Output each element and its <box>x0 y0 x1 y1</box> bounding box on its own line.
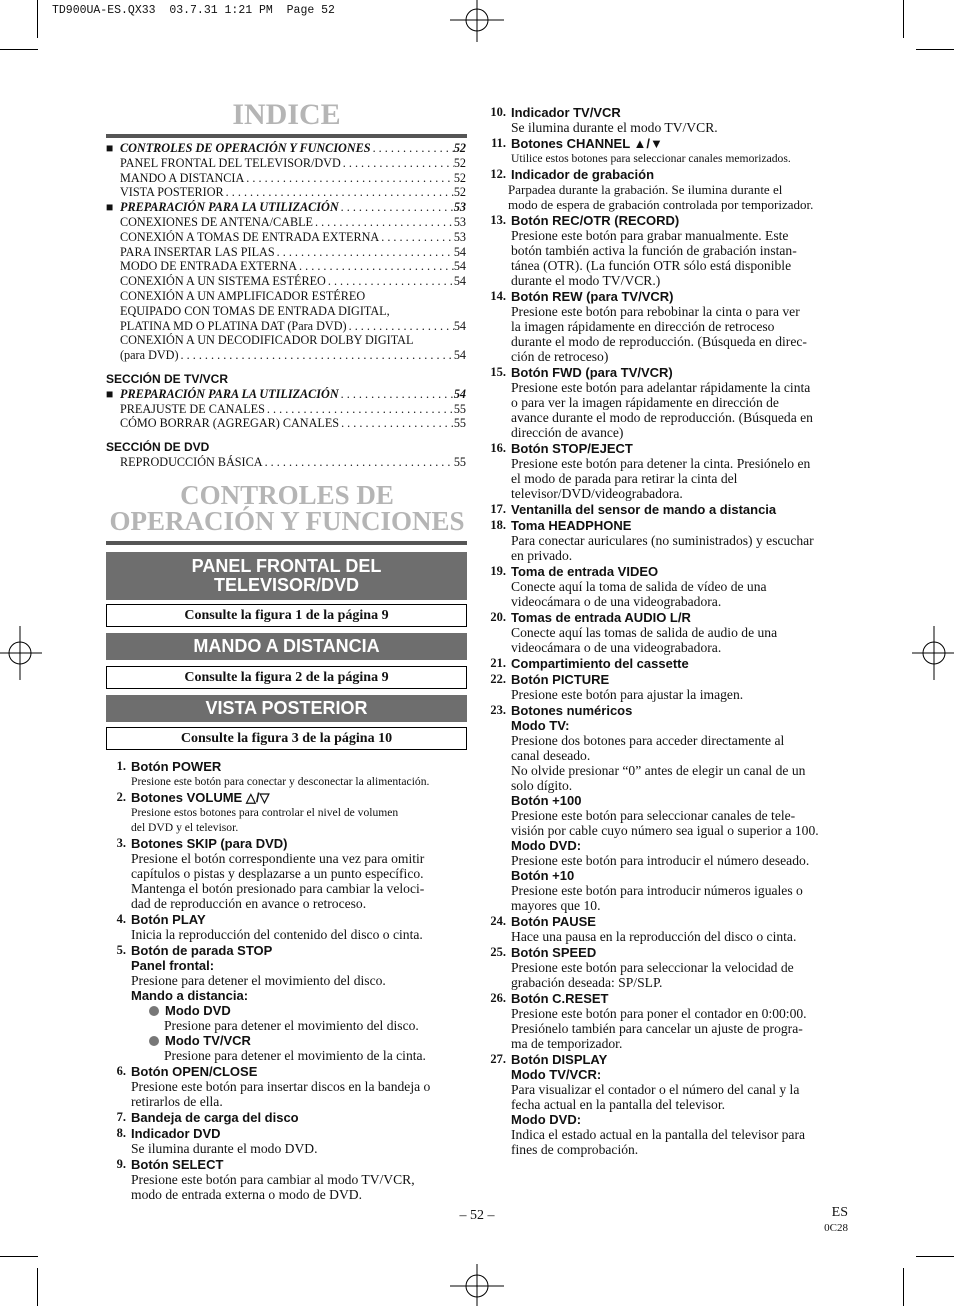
item-title: Indicador DVD <box>131 1126 221 1141</box>
item-description: Se ilumina durante el modo DVD. <box>131 1141 318 1156</box>
item-description: Presione este botón para ajustar la imagen. <box>511 687 744 702</box>
item-number: 4. <box>116 912 126 926</box>
list-item <box>490 914 853 944</box>
item-title: Tomas de entrada AUDIO L/R <box>511 610 691 625</box>
item-description: capítulos o pistas y desplazarse a un punto específico. <box>131 866 424 881</box>
item-description: tánea (OTR). (La función OTR sólo está disponible <box>511 258 792 273</box>
item-description: Presione el botón correspondiente una vez para omitir <box>131 851 425 866</box>
list-item <box>490 610 853 655</box>
item-number: 14. <box>490 289 506 303</box>
page-number: – 52 – <box>459 1208 495 1223</box>
toc-section-tv: SECCIÓN DE TV/VCR <box>106 371 229 386</box>
list-item <box>490 167 853 212</box>
item-description: Presione este botón para insertar discos en la bandeja o <box>131 1079 431 1094</box>
list-item <box>490 289 853 364</box>
toc-item[interactable]: PARA INSERTAR LAS PILAS . . . 54 <box>106 245 466 260</box>
item-title: Botón FWD (para TV/VCR) <box>511 365 673 380</box>
item-number: 18. <box>490 518 506 532</box>
item-description: Presione para detener el movimiento del disco. <box>164 1018 419 1033</box>
toc-item[interactable]: ■ CONTROLES DE OPERACIÓN Y FUNCIONES . . . 52 <box>106 141 466 156</box>
item-description: durante el modo de reproducción. (Búsqueda en direc- <box>511 334 807 349</box>
list-item <box>116 912 471 942</box>
toc-item[interactable]: CONEXIÓN A TOMAS DE ENTRADA EXTERNA . . . 53 <box>106 230 466 245</box>
bullet-icon <box>149 1036 159 1046</box>
table-of-contents <box>106 141 466 470</box>
registration-mark-top <box>450 0 504 42</box>
item-title: Botón REW (para TV/VCR) <box>511 289 674 304</box>
item-description: Indica el estado actual en la pantalla del televisor para <box>511 1127 806 1142</box>
toc-item[interactable]: CÓMO BORRAR (AGREGAR) CANALES . . . 55 <box>106 416 466 431</box>
item-number: 19. <box>490 564 506 578</box>
item-description: ción de retroceso) <box>511 349 609 364</box>
list-item <box>490 672 853 702</box>
item-description: o para ver la imagen rápidamente en dirección de <box>511 395 779 410</box>
item-title: Toma HEADPHONE <box>511 518 632 533</box>
item-description: Presione estos botones para controlar el nivel de volumen <box>131 806 399 819</box>
item-description: Utilice estos botones para seleccionar canales memorizados. <box>511 152 791 165</box>
item-description: modo de entrada externa o modo de DVD. <box>131 1187 363 1202</box>
item-description: No olvide presionar “0” antes de elegir un canal de un <box>511 763 806 778</box>
toc-item[interactable]: REPRODUCCIÓN BÁSICA . . . 55 <box>106 455 466 470</box>
toc-item-cont: EQUIPADO CON TOMAS DE ENTRADA DIGITAL, <box>120 303 390 318</box>
item-description: solo dígito. <box>511 778 573 793</box>
item-number: 6. <box>116 1064 126 1078</box>
item-description: Conecte aquí las tomas de salida de audio de una <box>511 625 778 640</box>
item-subheading: Modo TV: <box>511 718 570 733</box>
item-title: Botón PLAY <box>131 912 206 927</box>
mando-distancia-reference: Consulte la figura 2 de la página 9 <box>106 666 467 689</box>
item-description: Inicia la reproducción del contenido del disco o cinta. <box>131 927 423 942</box>
item-number: 15. <box>490 365 506 379</box>
item-title: Botón DISPLAY <box>511 1052 608 1067</box>
item-number: 22. <box>490 672 506 686</box>
item-number: 24. <box>490 914 506 928</box>
item-title: Compartimiento del cassette <box>511 656 689 671</box>
item-description: Presione este botón para conectar y desconectar la alimentación. <box>131 775 430 788</box>
item-subheading: Modo TV/VCR: <box>511 1067 602 1082</box>
list-item <box>490 703 853 913</box>
list-item <box>490 365 853 440</box>
item-number: 25. <box>490 945 506 959</box>
panel-frontal-heading: PANEL FRONTAL DEL TELEVISOR/DVD <box>106 552 467 600</box>
controls-rule <box>106 541 467 545</box>
item-description: Presione este botón para seleccionar la velocidad de <box>511 960 794 975</box>
list-item <box>116 759 471 789</box>
toc-item[interactable]: PANEL FRONTAL DEL TELEVISOR/DVD . . . 52 <box>106 156 466 171</box>
item-description: fecha actual en la pantalla del televisor. <box>511 1097 725 1112</box>
item-number: 20. <box>490 610 506 624</box>
square-bullet-icon: ■ <box>106 141 114 155</box>
list-item <box>116 1157 471 1202</box>
item-description: Para conectar auriculares (no suministrados) y escuchar <box>511 533 814 548</box>
toc-item-cont: PLATINA MD O PLATINA DAT (Para DVD) . . . 54 <box>106 319 466 334</box>
item-description: Presione este botón para seleccionar canales de tele- <box>511 808 796 823</box>
registration-mark-left <box>0 626 42 680</box>
item-title: Indicador TV/VCR <box>511 105 621 120</box>
list-item <box>116 1064 471 1109</box>
item-title: Toma de entrada VIDEO <box>511 564 659 579</box>
item-description: Hace una pausa en la reproducción del disco o cinta. <box>511 929 797 944</box>
item-title: Botón REC/OTR (RECORD) <box>511 213 680 228</box>
item-description: botón también activa la función de grabación instan- <box>511 243 797 258</box>
item-subheading: Modo DVD: <box>511 1112 582 1127</box>
list-item <box>116 790 471 835</box>
doc-code: 0C28 <box>824 1222 848 1234</box>
list-item <box>490 1052 853 1157</box>
list-item <box>116 1110 471 1125</box>
list-item <box>490 502 853 517</box>
print-slug: TD900UA-ES.QX33 03.7.31 1:21 PM Page 52 <box>52 4 335 17</box>
panel-frontal-reference: Consulte la figura 1 de la página 9 <box>106 604 467 627</box>
toc-item[interactable]: VISTA POSTERIOR . . . 52 <box>106 185 466 200</box>
item-description: Se ilumina durante el modo TV/VCR. <box>511 120 718 135</box>
item-description: videocámara o de una videograbadora. <box>511 640 722 655</box>
item-subheading: Botón +100 <box>511 793 582 808</box>
item-number: 7. <box>116 1110 126 1124</box>
list-item <box>490 105 853 135</box>
list-item <box>490 656 853 671</box>
item-title: Indicador de grabación <box>511 167 655 182</box>
item-number: 17. <box>490 502 506 516</box>
item-number: 9. <box>116 1157 126 1171</box>
item-description: avance durante el modo de reproducción. (Búsqueda en <box>511 410 813 425</box>
bullet-icon <box>149 1006 159 1016</box>
item-title: Ventanilla del sensor de mando a distancia <box>511 502 777 517</box>
item-number: 12. <box>490 167 506 181</box>
item-number: 10. <box>490 105 506 119</box>
item-number: 21. <box>490 656 506 670</box>
toc-item[interactable]: CONEXIONES DE ANTENA/CABLE . . . 53 <box>106 215 466 230</box>
toc-item[interactable]: ■ PREPARACIÓN PARA LA UTILIZACIÓN . . . 53 <box>106 200 466 215</box>
square-bullet-icon: ■ <box>106 386 114 401</box>
square-bullet-icon: ■ <box>106 200 114 215</box>
item-description: Presione dos botones para acceder directamente al <box>511 733 785 748</box>
item-description: mayores que 10. <box>511 898 601 913</box>
list-item <box>490 564 853 609</box>
item-description: la imagen rápidamente en dirección de retroceso <box>511 319 775 334</box>
controls-title: CONTROLES DE OPERACIÓN Y FUNCIONES <box>109 480 465 536</box>
left-item-list <box>116 759 471 1203</box>
item-mode-bullet: Modo TV/VCR <box>131 1033 471 1048</box>
registration-mark-bottom <box>450 1264 504 1306</box>
item-number: 26. <box>490 991 506 1005</box>
item-number: 23. <box>490 703 506 717</box>
item-description: Presione para detener el movimiento de la cinta. <box>164 1048 426 1063</box>
item-number: 8. <box>116 1126 126 1140</box>
item-number: 3. <box>116 836 126 850</box>
item-title: Bandeja de carga del disco <box>131 1110 299 1125</box>
item-description: canal deseado. <box>511 748 591 763</box>
list-item <box>116 943 471 1063</box>
item-description: del DVD y el televisor. <box>131 821 239 834</box>
item-title: Botón PAUSE <box>511 914 596 929</box>
toc-item[interactable]: PREAJUSTE DE CANALES . . . 55 <box>106 402 466 417</box>
item-description: visión por cable cuyo número sea igual o superior a 100. <box>511 823 819 838</box>
item-description: el modo de parada para retirar la cinta del <box>511 471 738 486</box>
item-description: dirección de avance) <box>511 425 624 440</box>
item-title: Botón PICTURE <box>511 672 610 687</box>
vista-posterior-heading: VISTA POSTERIOR <box>106 695 467 722</box>
item-description: Conecte aquí la toma de salida de vídeo de una <box>511 579 767 594</box>
item-title: Botón POWER <box>131 759 222 774</box>
toc-item[interactable]: CONEXIÓN A UN AMPLIFICADOR ESTÉREO <box>120 288 366 303</box>
item-description: en privado. <box>511 548 573 563</box>
item-description: Presione este botón para poner el contador en 0:00:00. <box>511 1006 807 1021</box>
item-description: Presione este botón para adelantar rápidamente la cinta <box>511 380 811 395</box>
item-description: fines de comprobación. <box>511 1142 639 1157</box>
list-item <box>491 136 853 166</box>
item-mode-bullet: Modo DVD <box>131 1003 471 1018</box>
item-subheading: Mando a distancia: <box>131 988 249 1003</box>
item-title: Botón SELECT <box>131 1157 224 1172</box>
item-title: Botón C.RESET <box>511 991 609 1006</box>
item-title: Botón de parada STOP <box>131 943 273 958</box>
item-description: Presione este botón para cambiar al modo TV/VCR, <box>131 1172 415 1187</box>
vista-posterior-reference: Consulte la figura 3 de la página 10 <box>106 727 467 750</box>
item-title: Botones numéricos <box>511 703 633 718</box>
item-description: Presione este botón para detener la cinta. Presiónelo en <box>511 456 811 471</box>
toc-item[interactable]: CONEXIÓN A UN DECODIFICADOR DOLBY DIGITAL <box>120 333 414 348</box>
registration-mark-right <box>912 626 954 680</box>
toc-item[interactable]: MANDO A DISTANCIA . . . 52 <box>106 171 466 186</box>
list-item <box>490 213 853 288</box>
item-description: Mantenga el botón presionado para cambiar la veloci- <box>131 881 425 896</box>
item-description: Presione este botón para introducir números iguales o <box>511 883 803 898</box>
toc-item-cont: (para DVD) . . . 54 <box>106 348 466 363</box>
language-code: ES <box>831 1205 848 1220</box>
item-number: 13. <box>490 213 506 227</box>
item-subheading: Modo DVD: <box>511 838 582 853</box>
toc-section-dvd: SECCIÓN DE DVD <box>106 440 210 455</box>
item-subheading: Panel frontal: <box>131 958 215 973</box>
item-title: Botón OPEN/CLOSE <box>131 1064 258 1079</box>
item-description: Presione este botón para grabar manualmente. Este <box>511 228 789 243</box>
item-title: Botones SKIP (para DVD) <box>131 836 288 851</box>
right-item-list <box>490 105 853 1158</box>
item-number: 16. <box>490 441 506 455</box>
item-description: Parpadea durante la grabación. Se ilumina durante el <box>508 182 783 197</box>
mando-distancia-heading: MANDO A DISTANCIA <box>106 633 467 660</box>
list-item <box>490 441 853 501</box>
item-number: 5. <box>116 943 126 957</box>
item-subheading: Botón +10 <box>511 868 575 883</box>
list-item <box>116 1126 471 1156</box>
item-description: Presiónelo también para cancelar un ajuste de progra- <box>511 1021 803 1036</box>
item-number: 27. <box>490 1052 506 1066</box>
index-rule <box>106 134 467 138</box>
item-description: Para visualizar el contador o el número del canal y la <box>511 1082 800 1097</box>
toc-item[interactable]: CONEXIÓN A UN SISTEMA ESTÉREO . . . 54 <box>106 274 466 289</box>
item-description: dad de reproducción en avance o retroceso. <box>131 896 367 911</box>
item-description: videocámara o de una videograbadora. <box>511 594 722 609</box>
toc-item[interactable]: ■ PREPARACIÓN PARA LA UTILIZACIÓN . . . 54 <box>106 387 466 402</box>
item-title: Botones CHANNEL ▲/▼ <box>511 136 663 151</box>
item-description: grabación deseada: SP/SLP. <box>511 975 663 990</box>
list-item <box>490 518 853 563</box>
item-number: 1. <box>116 759 126 773</box>
item-description: televisor/DVD/videograbadora. <box>511 486 683 501</box>
list-item <box>490 991 853 1051</box>
item-number: 11. <box>491 136 506 150</box>
list-item <box>116 836 471 911</box>
toc-item[interactable]: MODO DE ENTRADA EXTERNA . . . 54 <box>106 259 466 274</box>
item-description: Presione para detener el movimiento del disco. <box>131 973 386 988</box>
item-number: 2. <box>116 790 126 804</box>
item-description: Presione este botón para introducir el número deseado. <box>511 853 810 868</box>
item-description: Presione este botón para rebobinar la cinta o para ver <box>511 304 800 319</box>
list-item <box>490 945 853 990</box>
item-description: durante el modo TV/VCR.) <box>511 273 661 288</box>
item-description: modo de espera de grabación controlada por temporizador. <box>508 197 814 212</box>
item-title: Botones VOLUME △/▽ <box>131 790 270 805</box>
item-title: Botón SPEED <box>511 945 597 960</box>
item-description: ma de temporizador. <box>511 1036 623 1051</box>
item-title: Botón STOP/EJECT <box>511 441 633 456</box>
index-title: INDICE <box>232 98 341 131</box>
item-description: retirarlos de ella. <box>131 1094 223 1109</box>
